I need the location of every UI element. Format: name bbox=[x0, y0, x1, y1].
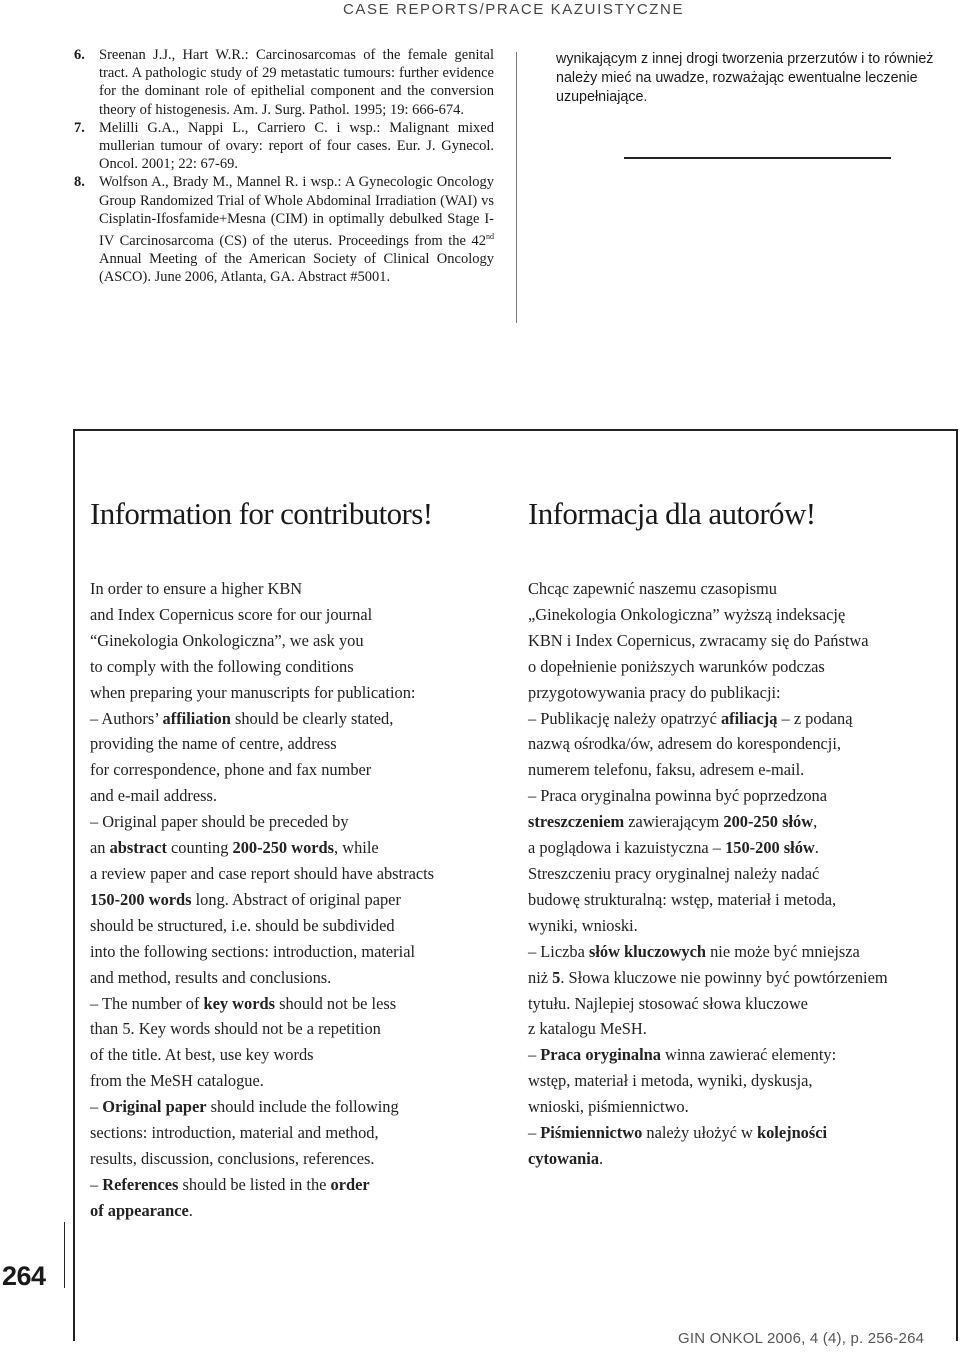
line-text: for correspondence, phone and fax number bbox=[90, 760, 372, 780]
article-end-rule bbox=[624, 157, 891, 159]
line-text: and method, results and conclusions. bbox=[90, 967, 332, 987]
reference-number: 7. bbox=[74, 119, 85, 136]
line-text: results, discussion, conclusions, references. bbox=[90, 1148, 375, 1168]
info-line bbox=[90, 965, 510, 991]
bold-term: słów kluczowych bbox=[588, 941, 706, 961]
bold-term: Original paper bbox=[102, 1097, 207, 1117]
line-text: tytułu. Najlepiej stosować słowa kluczowe bbox=[528, 993, 808, 1013]
line-text: should be clearly stated, bbox=[230, 708, 394, 728]
bold-term: abstract bbox=[109, 838, 167, 858]
line-text: – Liczba bbox=[528, 941, 589, 961]
line-text: – Original paper should be preceded by bbox=[90, 812, 349, 832]
info-line bbox=[90, 783, 510, 809]
reference-text: Sreenan J.J., Hart W.R.: Carcinosarcomas of the female genital tract. A pathologic study of 29 metastatic tumours: further evidence for the dominant role of epithelial component and the conversion theory of histogenesis. Am. J. Surg. Pathol. 1995; 19: 666-674. bbox=[99, 47, 494, 118]
reference-item bbox=[74, 119, 494, 174]
line-text: budowę strukturalną: wstęp, materiał i metoda, bbox=[528, 889, 837, 909]
info-line bbox=[90, 757, 510, 783]
info-line bbox=[90, 654, 510, 680]
line-text: – Publikację należy opatrzyć bbox=[528, 708, 721, 728]
line-text: niż bbox=[528, 967, 553, 987]
reference-item bbox=[74, 173, 494, 286]
line-text: should include the following bbox=[206, 1097, 399, 1117]
line-text: In order to ensure a higher KBN bbox=[90, 579, 303, 598]
line-text: , bbox=[813, 812, 818, 832]
bold-term: affiliation bbox=[162, 708, 231, 728]
info-line bbox=[90, 576, 510, 602]
bold-term: 200-250 słów bbox=[723, 812, 814, 832]
line-text: and e-mail address. bbox=[90, 786, 217, 806]
info-line bbox=[90, 1198, 510, 1224]
info-line bbox=[528, 965, 948, 991]
page-number-bar bbox=[64, 1222, 65, 1288]
line-text: z katalogu MeSH. bbox=[528, 1019, 647, 1039]
info-line bbox=[90, 1094, 510, 1120]
line-text: numerem telefonu, faksu, adresem e-mail. bbox=[528, 760, 805, 780]
line-text: wstęp, materiał i metoda, wyniki, dyskusja, bbox=[528, 1071, 813, 1091]
line-text: Streszczeniu pracy oryginalnej należy nadać bbox=[528, 863, 820, 883]
line-text: nazwą ośrodka/ów, adresem do korespondencji, bbox=[528, 734, 841, 754]
info-line bbox=[528, 939, 948, 965]
info-line bbox=[528, 706, 948, 732]
info-line bbox=[90, 1172, 510, 1198]
info-line bbox=[90, 913, 510, 939]
info-line bbox=[528, 1094, 948, 1120]
bold-term: 5 bbox=[552, 967, 561, 987]
line-text: . bbox=[814, 838, 819, 858]
bold-term: 150-200 słów bbox=[725, 838, 815, 858]
info-body-en bbox=[90, 576, 510, 1224]
info-line bbox=[90, 628, 510, 654]
info-line bbox=[90, 680, 510, 706]
reference-number: 8. bbox=[74, 174, 85, 191]
info-line bbox=[528, 1120, 948, 1146]
info-line bbox=[528, 654, 948, 680]
line-text: zawierającym bbox=[624, 812, 724, 832]
bold-term: Praca oryginalna bbox=[540, 1045, 661, 1065]
reference-text-part: Wolfson A., Brady M., Mannel R. i wsp.: A Gynecologic Oncology Group Randomized Trial of Whole Abdominal Irradiation (WAI) vs Cisplatin-Ifosfamide+Mesna (CIM) in optimally debulked Stage I-IV Carcinosarcoma (CS) of the uterus. Proceedings from the 42 bbox=[99, 174, 494, 249]
line-text: should be listed in the bbox=[178, 1174, 331, 1194]
info-line bbox=[528, 835, 948, 861]
info-title-en-text: Information for contributors! bbox=[90, 496, 433, 531]
line-text: a review paper and case report should have abstracts bbox=[90, 863, 435, 883]
line-text: – bbox=[90, 1097, 103, 1117]
info-line bbox=[528, 783, 948, 809]
info-line bbox=[90, 939, 510, 965]
line-text: przygotowywania pracy do publikacji: bbox=[528, 682, 781, 702]
reference-text-part: Annual Meeting of the American Society of Clinical Oncology (ASCO). June 2006, Atlanta, GA. Abstract #5001. bbox=[99, 251, 494, 286]
line-text: – Praca oryginalna powinna być poprzedzona bbox=[528, 786, 828, 806]
line-text: należy ułożyć w bbox=[642, 1123, 757, 1143]
line-text: to comply with the following conditions bbox=[90, 656, 354, 676]
line-text: than 5. Key words should not be a repetition bbox=[90, 1019, 381, 1039]
info-line bbox=[90, 1068, 510, 1094]
bold-term: kolejności bbox=[756, 1123, 828, 1143]
bold-term: References bbox=[102, 1174, 179, 1194]
info-line bbox=[90, 1016, 510, 1042]
footer-citation: GIN ONKOL 2006, 4 (4), p. 256-264 bbox=[678, 1330, 925, 1347]
info-body-pl bbox=[528, 576, 948, 1172]
reference-text: Melilli G.A., Nappi L., Carriero C. i wsp.: Malignant mixed mullerian tumour of ovary: report of four cases. Eur. J. Gynecol. Oncol. 2001; 22: 67-69. bbox=[99, 119, 494, 173]
line-text: Chcąc zapewnić naszemu czasopismu bbox=[528, 579, 777, 598]
line-text: an bbox=[90, 838, 110, 858]
line-text: sections: introduction, material and method, bbox=[90, 1123, 379, 1143]
bold-term: cytowania bbox=[528, 1148, 600, 1168]
line-text: from the MeSH catalogue. bbox=[90, 1071, 264, 1091]
info-line bbox=[528, 757, 948, 783]
running-header: CASE REPORTS/PRACE KAZUISTYCZNE bbox=[343, 1, 685, 18]
line-text: wyniki, wnioski. bbox=[528, 915, 638, 935]
column-divider bbox=[516, 52, 517, 323]
line-text: and Index Copernicus score for our journal bbox=[90, 604, 373, 624]
info-line bbox=[528, 1068, 948, 1094]
info-line bbox=[90, 835, 510, 861]
info-line bbox=[90, 861, 510, 887]
bold-term: Piśmiennictwo bbox=[540, 1123, 643, 1143]
line-text: , while bbox=[334, 838, 379, 858]
line-text: should be structured, i.e. should be subdivided bbox=[90, 915, 395, 935]
info-line bbox=[528, 913, 948, 939]
info-line bbox=[528, 731, 948, 757]
reference-text bbox=[99, 174, 494, 285]
line-text: providing the name of centre, address bbox=[90, 734, 337, 754]
reference-list bbox=[74, 46, 494, 286]
info-line bbox=[90, 1042, 510, 1068]
info-line bbox=[528, 1042, 948, 1068]
line-text: . bbox=[599, 1148, 604, 1168]
info-line bbox=[528, 680, 948, 706]
line-text: – Authors’ bbox=[90, 708, 163, 728]
info-line bbox=[90, 991, 510, 1017]
bold-term: afiliacją bbox=[720, 708, 778, 728]
info-line bbox=[90, 809, 510, 835]
line-text: . Słowa kluczowe nie powinny być powtórzeniem bbox=[560, 967, 888, 987]
info-line bbox=[90, 887, 510, 913]
line-text: – bbox=[528, 1045, 541, 1065]
info-line bbox=[90, 602, 510, 628]
info-line bbox=[90, 1120, 510, 1146]
line-text: nie może być mniejsza bbox=[706, 941, 860, 961]
ordinal-suffix: nd bbox=[486, 232, 494, 242]
line-text: into the following sections: introduction, material bbox=[90, 941, 416, 961]
line-text: . bbox=[188, 1200, 193, 1220]
line-text: of the title. At best, use key words bbox=[90, 1045, 314, 1065]
line-text: o dopełnienie poniższych warunków podczas bbox=[528, 656, 825, 676]
line-text: KBN i Index Copernicus, zwracamy się do Państwa bbox=[528, 630, 869, 650]
info-line bbox=[90, 731, 510, 757]
line-text: – The number of bbox=[90, 993, 204, 1013]
info-title-pl bbox=[528, 496, 815, 532]
bold-term: streszczeniem bbox=[528, 812, 625, 832]
reference-item bbox=[74, 46, 494, 119]
continuation-paragraph: wynikającym z innej drogi tworzenia przerzutów i to również należy mieć na uwadze, rozważając ewentualne leczenie uzupełniające. bbox=[556, 51, 934, 105]
info-line bbox=[528, 1016, 948, 1042]
page-number: 264 bbox=[2, 1261, 46, 1291]
info-line bbox=[90, 1146, 510, 1172]
info-line bbox=[528, 861, 948, 887]
info-line bbox=[528, 991, 948, 1017]
info-title-en bbox=[90, 496, 432, 532]
bold-term: 150-200 words bbox=[90, 889, 192, 909]
line-text: – bbox=[90, 1174, 103, 1194]
line-text: “Ginekologia Onkologiczna”, we ask you bbox=[90, 630, 364, 650]
line-text: should not be less bbox=[275, 993, 397, 1013]
reference-number: 6. bbox=[74, 47, 85, 63]
info-line bbox=[528, 1146, 948, 1172]
line-text: when preparing your manuscripts for publication: bbox=[90, 682, 416, 702]
bold-term: of appearance bbox=[90, 1200, 189, 1220]
line-text: long. Abstract of original paper bbox=[191, 889, 401, 909]
bold-term: key words bbox=[203, 993, 275, 1013]
bold-term: order bbox=[330, 1174, 370, 1194]
info-line bbox=[528, 809, 948, 835]
line-text: „Ginekologia Onkologiczna” wyższą indeksację bbox=[528, 604, 846, 624]
info-line bbox=[528, 576, 948, 602]
info-line bbox=[528, 628, 948, 654]
line-text: wnioski, piśmiennictwo. bbox=[528, 1097, 689, 1117]
line-text: – z podaną bbox=[777, 708, 853, 728]
bold-term: 200-250 words bbox=[232, 838, 335, 858]
line-text: winna zawierać elementy: bbox=[660, 1045, 837, 1065]
line-text: a poglądowa i kazuistyczna – bbox=[528, 838, 726, 858]
line-text: counting bbox=[166, 838, 233, 858]
info-title-pl-text: Informacja dla autorów! bbox=[528, 496, 816, 531]
info-line bbox=[528, 887, 948, 913]
info-line bbox=[528, 602, 948, 628]
info-line bbox=[90, 706, 510, 732]
line-text: – bbox=[528, 1123, 541, 1143]
